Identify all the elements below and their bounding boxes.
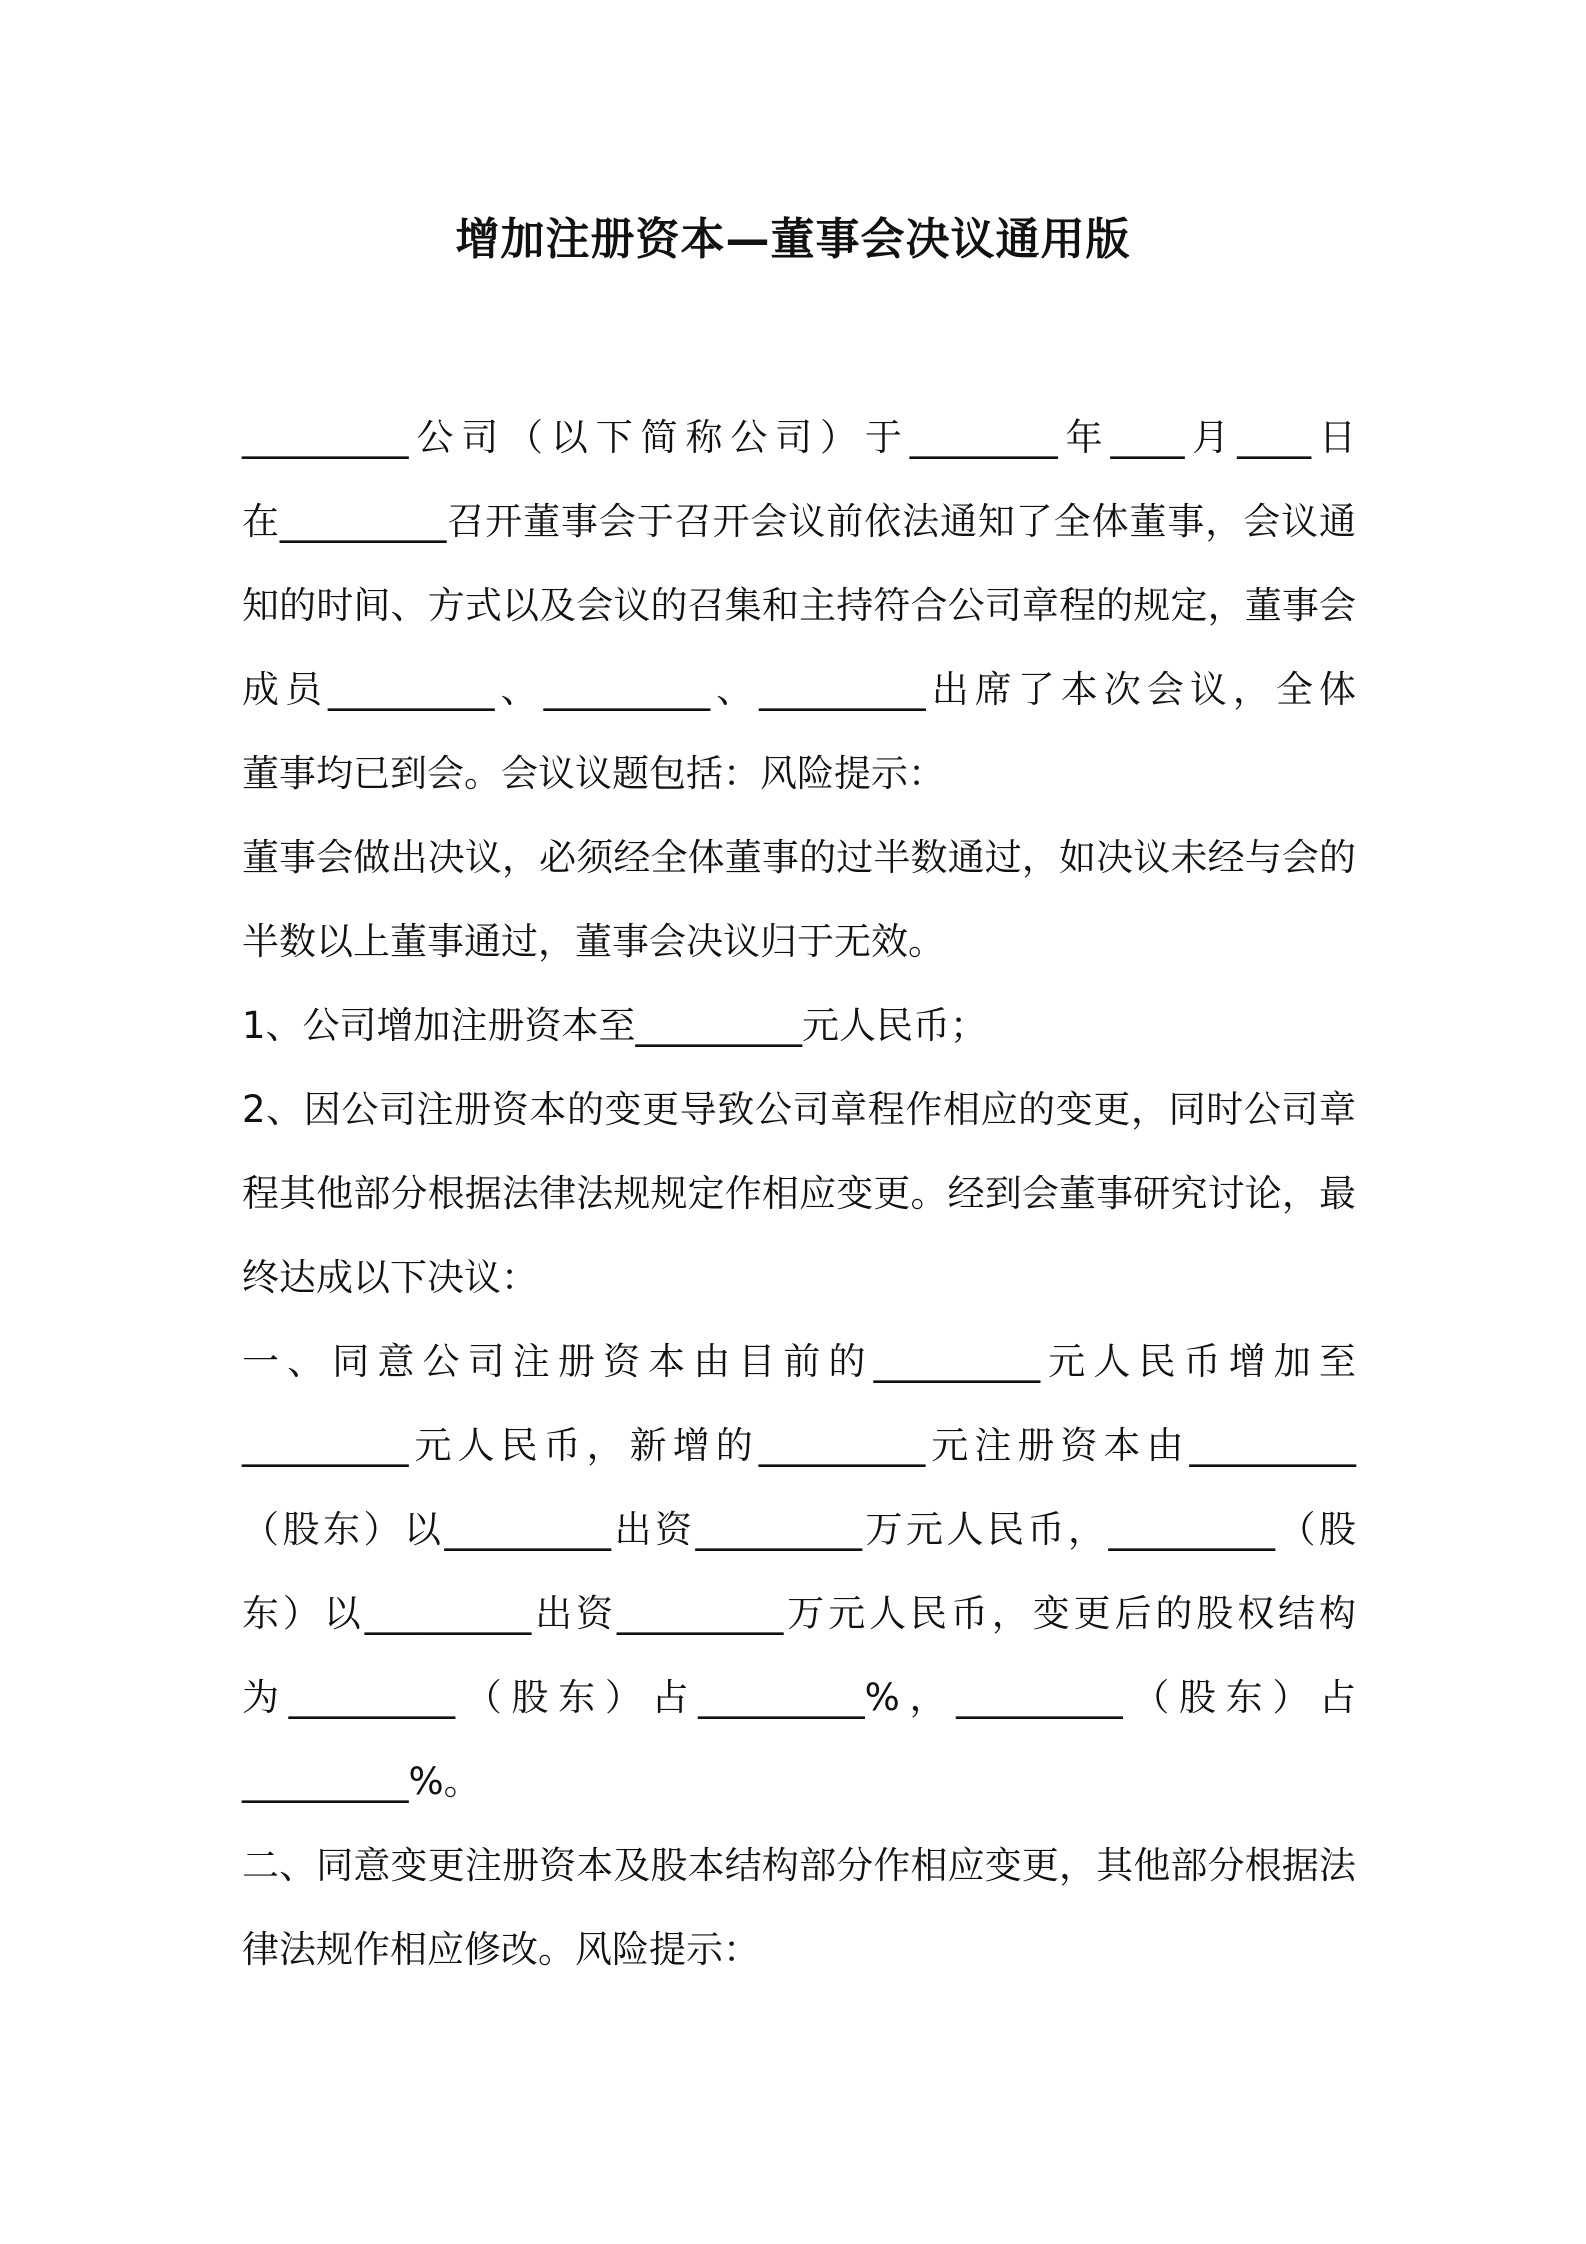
- resolution-1-line: 为_________（股东）占_________%，_________（股东）占: [242, 1676, 1356, 1719]
- agenda-item-2: 终达成以下决议：: [242, 1256, 538, 1299]
- resolution-1-line: 东）以_________出资_________万元人民币，变更后的股权结构: [242, 1592, 1356, 1635]
- risk-note-line: 半数以上董事通过，董事会决议归于无效。: [242, 920, 945, 963]
- resolution-1-line: 一、同意公司注册资本由目前的_________元人民币增加至: [242, 1340, 1356, 1383]
- paragraph-line: 董事均已到会。会议议题包括：风险提示：: [242, 752, 945, 795]
- resolution-1-line: _________%。: [242, 1760, 481, 1803]
- agenda-item-2: 程其他部分根据法律法规规定作相应变更。经到会董事研究讨论，最: [242, 1172, 1356, 1215]
- document-title: 增加注册资本—董事会决议通用版: [455, 214, 1131, 265]
- resolution-1-line: （股东）以_________出资_________万元人民币，_________（股: [242, 1508, 1356, 1551]
- paragraph-line: _________公司（以下简称公司）于________年____月____日: [242, 416, 1356, 459]
- agenda-item-2: 2、因公司注册资本的变更导致公司章程作相应的变更，同时公司章: [242, 1088, 1356, 1131]
- risk-note-line: 董事会做出决议，必须经全体董事的过半数通过，如决议未经与会的: [242, 836, 1356, 879]
- resolution-1-line: _________元人民币，新增的_________元注册资本由_________: [242, 1424, 1356, 1467]
- paragraph-line: 成员_________、_________、_________出席了本次会议，全体: [242, 668, 1356, 711]
- resolution-2-line: 律法规作相应修改。风险提示：: [242, 1928, 760, 1971]
- paragraph-line: 在_________召开董事会于召开会议前依法通知了全体董事，会议通: [242, 500, 1356, 543]
- resolution-2-line: 二、同意变更注册资本及股本结构部分作相应变更，其他部分根据法: [242, 1844, 1356, 1887]
- paragraph-line: 知的时间、方式以及会议的召集和主持符合公司章程的规定，董事会: [242, 584, 1356, 627]
- agenda-item-1: 1、公司增加注册资本至_________元人民币；: [242, 1004, 988, 1047]
